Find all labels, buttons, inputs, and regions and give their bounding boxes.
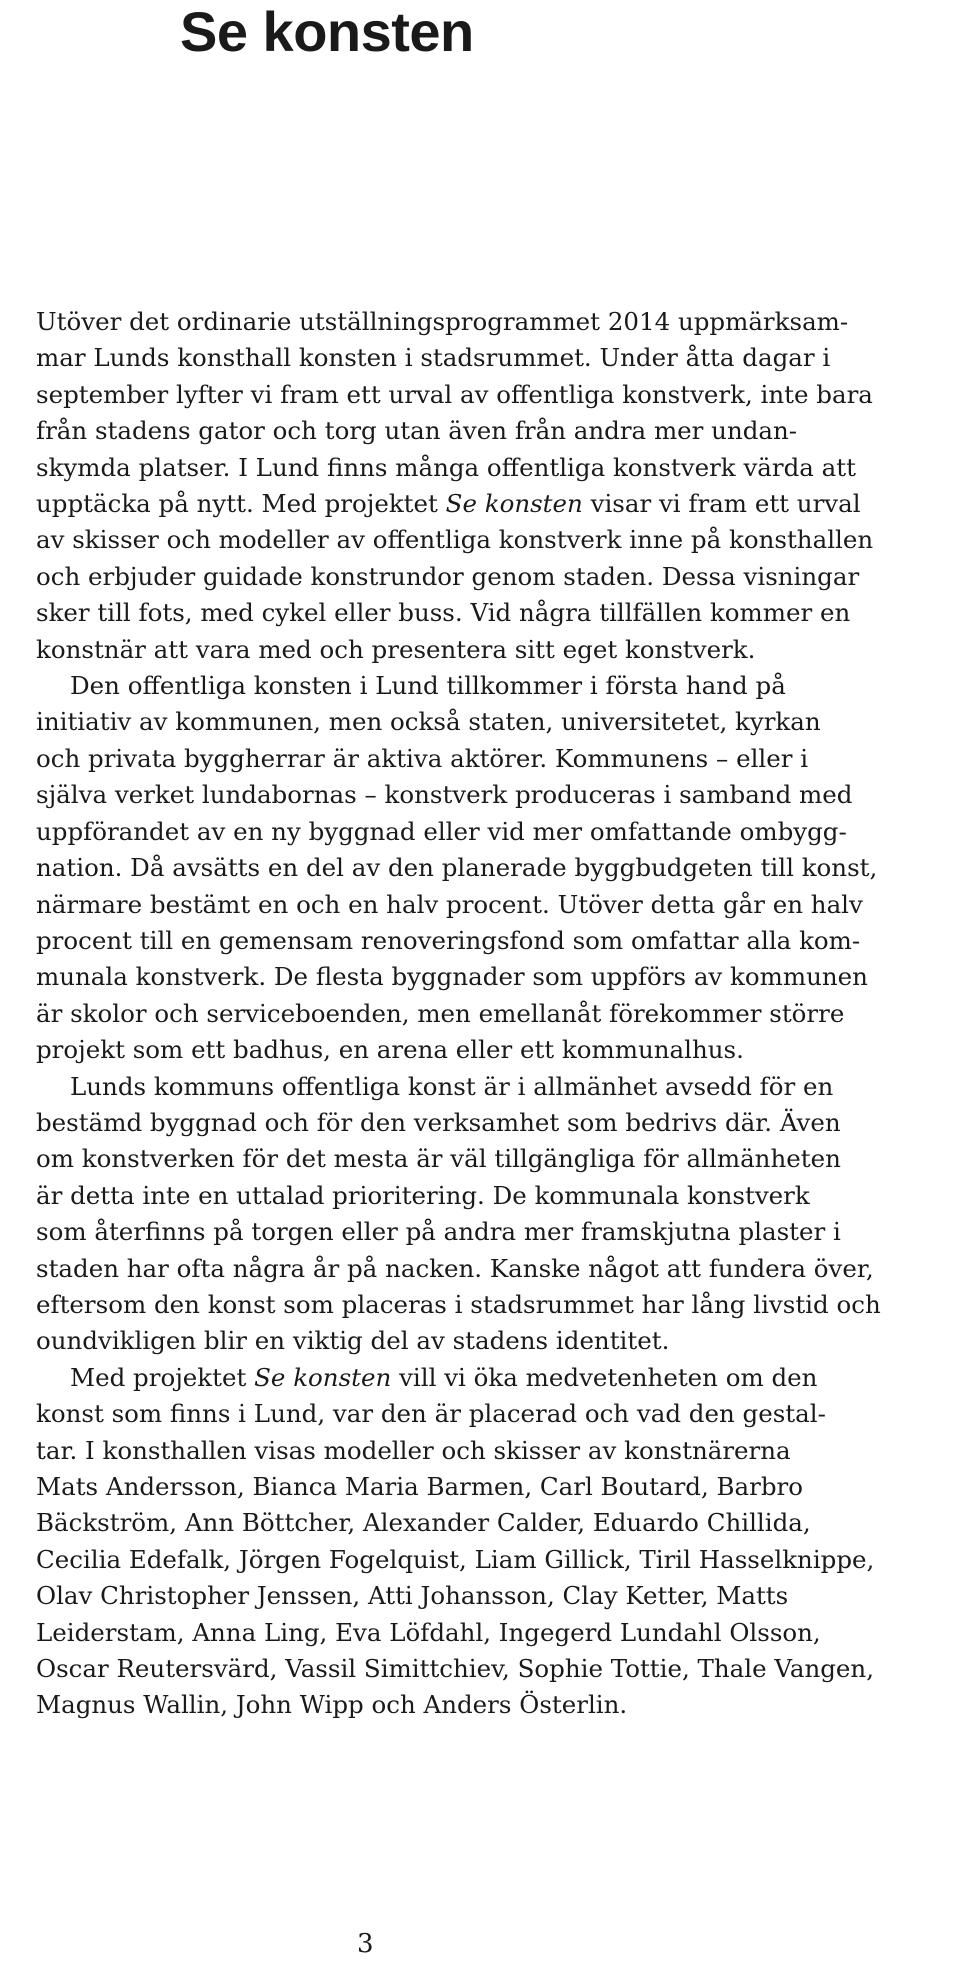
text-line [36,999,844,1028]
text-segment: bestämd byggnad och för den verksamhet som bedrivs där. Även [36,1107,841,1137]
text-segment: själva verket lundabornas – konstverk produceras i samband med [36,780,853,810]
text-line [36,817,847,846]
text-line [36,489,861,518]
text-line [36,598,850,627]
text-line [70,671,786,700]
text-line [70,1072,833,1101]
text-line [36,744,808,773]
text-line [36,1108,841,1137]
text-segment: är skolor och serviceboenden, men emellanåt förekommer större [36,998,845,1028]
text-line [36,1254,874,1283]
text-segment: som återfinns på torgen eller på andra mer framskjutna plaster i [36,1217,841,1247]
text-segment: munala konstverk. De flesta byggnader som uppförs av kommunen [36,962,868,992]
text-segment: Oscar Reutersvärd, Vassil Simittchiev, Sophie Tottie, Thale Vangen, [36,1654,874,1684]
text-segment: Leiderstam, Anna Ling, Eva Löfdahl, Ingegerd Lundahl Olsson, [36,1617,821,1647]
text-line [36,380,873,409]
text-line [36,1217,841,1246]
text-line [36,1436,791,1465]
text-segment: konst som finns i Lund, var den är placerad och vad den gestal- [36,1399,826,1429]
text-line [36,962,868,991]
text-segment: om konstverken för det mesta är väl tillgängliga för allmänheten [36,1144,841,1174]
text-segment: skymda platser. I Lund finns många offentliga konstverk värda att [36,452,856,482]
text-segment: procent till en gemensam renoveringsfond som omfattar alla kom- [36,925,861,955]
text-segment: nation. Då avsätts en del av den planerade byggbudgeten till konst, [36,853,878,883]
text-line [36,1508,811,1537]
text-segment: Bäckström, Ann Böttcher, Alexander Calder, Eduardo Chillida, [36,1508,811,1538]
project-name-italic: Se konsten [254,1362,392,1392]
text-segment: sker till fots, med cykel eller buss. Vid några tillfällen kommer en [36,598,851,628]
text-segment: vill vi öka medvetenheten om den [391,1362,818,1392]
text-segment: eftersom den konst som placeras i stadsrummet har lång livstid och [36,1289,881,1319]
text-segment: Utöver det ordinarie utställningsprogrammet 2014 uppmärksam- [36,307,849,336]
text-segment: visar vi fram ett urval [582,489,861,519]
text-segment: och privata byggherrar är aktiva aktörer. Kommunens – eller i [36,743,809,773]
text-segment: närmare bestämt en och en halv procent. Utöver detta går en halv [36,889,863,919]
text-segment: av skisser och modeller av offentliga konstverk inne på konsthallen [36,525,874,555]
text-segment: staden har ofta några år på nacken. Kanske något att fundera över, [36,1253,874,1283]
text-line [36,1545,874,1574]
page-title: Se konsten [180,0,474,63]
text-segment: oundvikligen blir en viktig del av stadens identitet. [36,1326,670,1356]
text-segment: Med projektet [70,1362,255,1392]
paragraph [36,1069,956,1360]
text-segment: tar. I konsthallen visas modeller och skisser av konstnärerna [36,1435,791,1465]
text-segment: initiativ av kommunen, men också staten, universitetet, kyrkan [36,707,821,737]
text-line [36,1290,881,1319]
text-line [36,453,856,482]
paragraph [36,304,956,668]
text-line [36,926,860,955]
text-segment: och erbjuder guidade konstrundor genom staden. Dessa visningar [36,561,860,591]
text-segment: Lunds kommuns offentliga konst är i allmänhet avsedd för en [70,1071,834,1101]
text-segment: konstnär att vara med och presentera sitt eget konstverk. [36,634,756,664]
text-segment: Cecilia Edefalk, Jörgen Fogelquist, Liam Gillick, Tiril Hasselknippe, [36,1544,875,1574]
text-line [36,1690,627,1719]
text-segment: är detta inte en uttalad prioritering. De kommunala konstverk [36,1180,810,1210]
text-segment: Den offentliga konsten i Lund tillkommer i första hand på [70,671,786,701]
text-line [36,1181,810,1210]
text-line [70,1363,817,1392]
page-number: 3 [357,1929,374,1959]
text-segment: upptäcka på nytt. Med projektet [36,489,446,519]
text-line [36,635,755,664]
text-line [36,1399,826,1428]
text-line [36,1654,874,1683]
text-segment: mar Lunds konsthall konsten i stadsrummet. Under åtta dagar i [36,343,831,373]
text-segment: Magnus Wallin, John Wipp och Anders Österlin. [36,1690,628,1720]
project-name-italic: Se konsten [445,489,583,519]
text-line [36,343,830,372]
text-line [36,562,859,591]
text-segment: från stadens gator och torg utan även från andra mer undan- [36,416,798,446]
text-line [36,1144,841,1173]
text-line [36,1618,821,1647]
text-line [36,416,797,445]
text-line [36,1472,803,1501]
paragraph [36,668,956,1068]
text-line [36,307,848,336]
text-line [36,780,852,809]
text-segment: projekt som ett badhus, en arena eller ett kommunalhus. [36,1035,744,1065]
text-line [36,1581,788,1610]
text-line [36,1326,669,1355]
text-segment: uppförandet av en ny byggnad eller vid mer omfattande ombygg- [36,816,847,846]
text-line [36,707,821,736]
text-line [36,1035,744,1064]
text-segment: september lyfter vi fram ett urval av offentliga konstverk, inte bara [36,379,873,409]
text-line [36,525,873,554]
text-line [36,853,877,882]
text-segment: Mats Andersson, Bianca Maria Barmen, Carl Boutard, Barbro [36,1472,804,1501]
article-body [36,304,956,1724]
text-segment: Olav Christopher Jenssen, Atti Johansson, Clay Ketter, Matts [36,1581,789,1611]
paragraph [36,1360,956,1724]
text-line [36,890,863,919]
